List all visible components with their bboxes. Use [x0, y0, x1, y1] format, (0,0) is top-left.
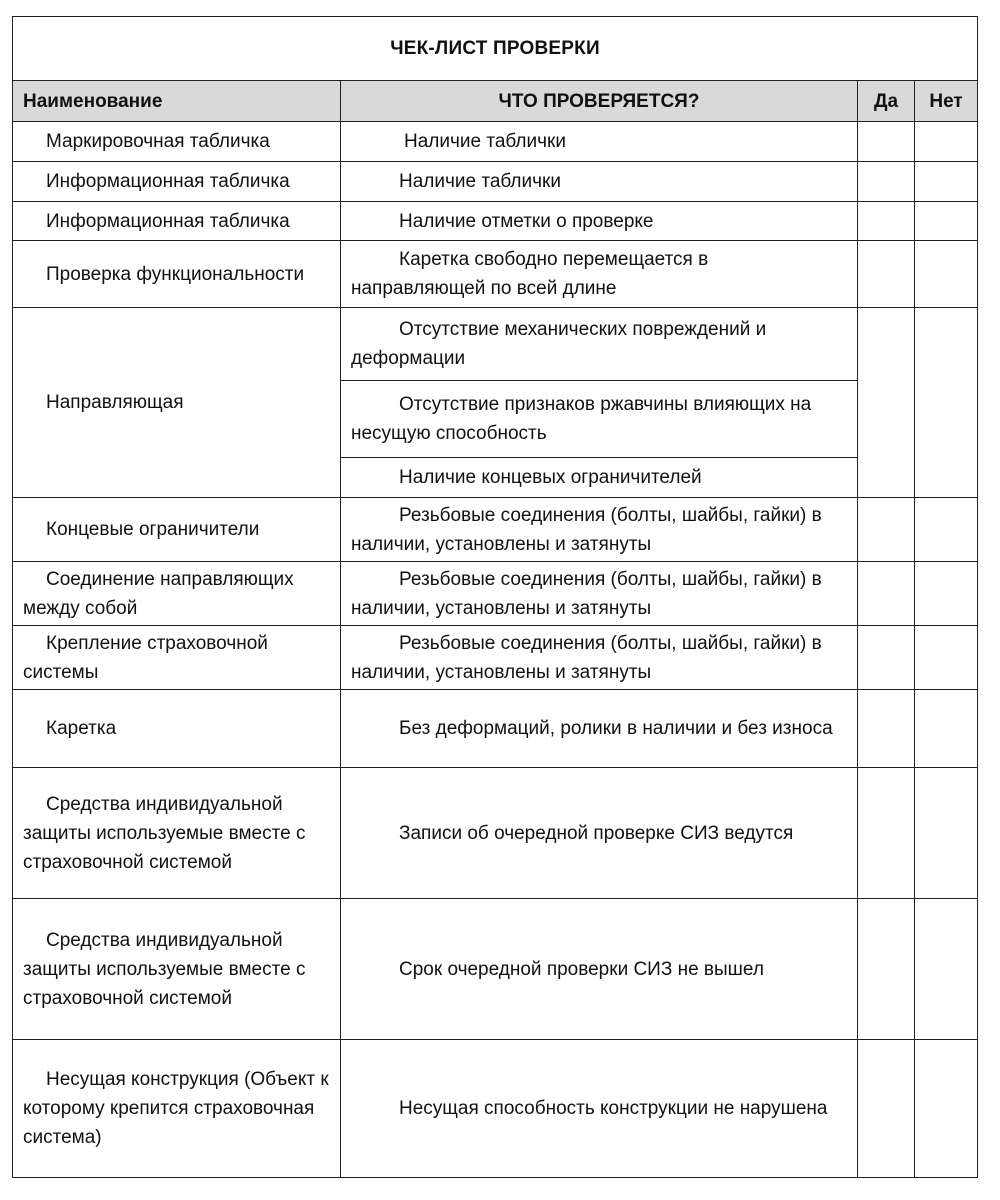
row-what: Наличие концевых ограничителей — [341, 458, 858, 498]
yes-cell[interactable] — [858, 498, 915, 562]
row-what: Наличие таблички — [341, 162, 858, 202]
row-name: Информационная табличка — [13, 162, 341, 202]
no-cell[interactable] — [915, 308, 978, 498]
row-name: Средства индивидуальной защиты используемые вместе с страховочной системой — [13, 768, 341, 899]
table-row — [13, 562, 978, 626]
row-name: Информационная табличка — [13, 202, 341, 241]
row-what: Записи об очередной проверке СИЗ ведутся — [341, 768, 858, 899]
header-row — [13, 81, 978, 122]
header-no: Нет — [915, 81, 978, 122]
no-cell[interactable] — [915, 202, 978, 241]
row-what: Наличие таблички — [341, 122, 858, 162]
yes-cell[interactable] — [858, 626, 915, 690]
table-row — [13, 308, 978, 381]
table-row — [13, 768, 978, 899]
row-name: Проверка функциональности — [13, 241, 341, 308]
row-name: Маркировочная табличка — [13, 122, 341, 162]
no-cell[interactable] — [915, 162, 978, 202]
table-row — [13, 162, 978, 202]
yes-cell[interactable] — [858, 768, 915, 899]
yes-cell[interactable] — [858, 162, 915, 202]
no-cell[interactable] — [915, 626, 978, 690]
checklist-title: ЧЕК-ЛИСТ ПРОВЕРКИ — [13, 17, 978, 81]
row-what: Наличие отметки о проверке — [341, 202, 858, 241]
no-cell[interactable] — [915, 562, 978, 626]
row-what: Несущая способность конструкции не нарушена — [341, 1040, 858, 1178]
table-row — [13, 498, 978, 562]
header-yes: Да — [858, 81, 915, 122]
table-row — [13, 626, 978, 690]
no-cell[interactable] — [915, 1040, 978, 1178]
table-row — [13, 690, 978, 768]
row-name: Направляющая — [13, 308, 341, 498]
no-cell[interactable] — [915, 498, 978, 562]
checklist-table — [12, 16, 978, 1178]
row-what: Отсутствие признаков ржавчины влияющих на несущую способность — [341, 381, 858, 458]
row-name: Несущая конструкция (Объект к которому крепится страховочная система) — [13, 1040, 341, 1178]
row-name: Соединение направляющих между собой — [13, 562, 341, 626]
row-what: Каретка свободно перемещается в направляющей по всей длине — [341, 241, 858, 308]
row-what: Резьбовые соединения (болты, шайбы, гайки) в наличии, установлены и затянуты — [341, 626, 858, 690]
table-row — [13, 122, 978, 162]
row-name: Каретка — [13, 690, 341, 768]
row-what: Резьбовые соединения (болты, шайбы, гайки) в наличии, установлены и затянуты — [341, 498, 858, 562]
table-row — [13, 899, 978, 1040]
row-what: Отсутствие механических повреждений и деформации — [341, 308, 858, 381]
no-cell[interactable] — [915, 690, 978, 768]
yes-cell[interactable] — [858, 241, 915, 308]
row-what: Без деформаций, ролики в наличии и без износа — [341, 690, 858, 768]
no-cell[interactable] — [915, 768, 978, 899]
table-row — [13, 1040, 978, 1178]
yes-cell[interactable] — [858, 1040, 915, 1178]
yes-cell[interactable] — [858, 899, 915, 1040]
yes-cell[interactable] — [858, 122, 915, 162]
table-row — [13, 241, 978, 308]
yes-cell[interactable] — [858, 562, 915, 626]
header-name: Наименование — [13, 81, 341, 122]
row-what: Резьбовые соединения (болты, шайбы, гайки) в наличии, установлены и затянуты — [341, 562, 858, 626]
header-what: ЧТО ПРОВЕРЯЕТСЯ? — [341, 81, 858, 122]
yes-cell[interactable] — [858, 308, 915, 498]
yes-cell[interactable] — [858, 690, 915, 768]
row-name: Концевые ограничители — [13, 498, 341, 562]
yes-cell[interactable] — [858, 202, 915, 241]
row-name: Крепление страховочной системы — [13, 626, 341, 690]
no-cell[interactable] — [915, 241, 978, 308]
no-cell[interactable] — [915, 122, 978, 162]
table-row — [13, 202, 978, 241]
row-what: Срок очередной проверки СИЗ не вышел — [341, 899, 858, 1040]
no-cell[interactable] — [915, 899, 978, 1040]
row-name: Средства индивидуальной защиты используемые вместе с страховочной системой — [13, 899, 341, 1040]
